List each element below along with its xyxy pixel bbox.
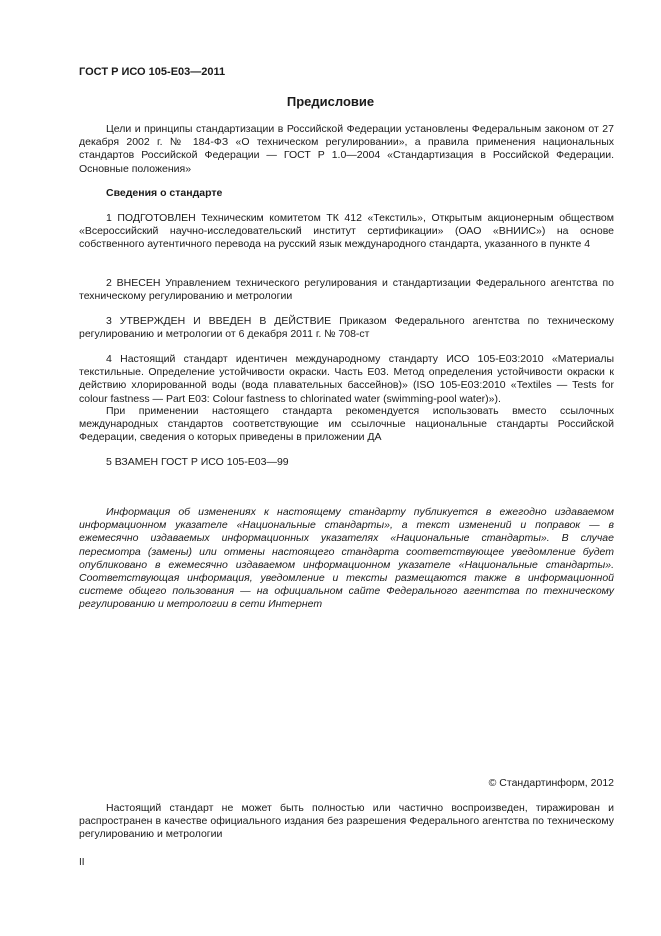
- standard-info-item-5: 5 ВЗАМЕН ГОСТ Р ИСО 105-E03—99: [106, 456, 289, 468]
- standard-info-item-1: 1 ПОДГОТОВЛЕН Техническим комитетом ТК 412 «Текстиль», Открытым акционерным обществом «Всероссийский научно-исследовательский институт сертификации» (ОАО «ВНИИС») на основе собственного аутентичного перевода на русский язык международного стандарта, указанного в пункте 4: [79, 212, 614, 251]
- preface-intro-paragraph: Цели и принципы стандартизации в Российской Федерации установлены Федеральным законом от 27 декабря 2002 г. № 184-ФЗ «О техническом регулировании», а правила применения национальных стандартов Российской Федерации — ГОСТ Р 1.0—2004 «Стандартизация в Российской Федерации. Основные положения»: [79, 123, 614, 175]
- reproduction-notice: Настоящий стандарт не может быть полностью или частично воспроизведен, тиражирован и распространен в качестве официального издания без разрешения Федерального агентства по техническому регулированию и метрологии: [79, 802, 614, 841]
- preface-title: Предисловие: [286, 94, 375, 109]
- standard-info-item-3: 3 УТВЕРЖДЕН И ВВЕДЕН В ДЕЙСТВИЕ Приказом Федерального агентства по техническому регулированию и метрологии от 6 декабря 2011 г. № 708-ст: [79, 315, 614, 341]
- copyright-line: © Стандартинформ, 2012: [488, 777, 614, 789]
- changes-information-notice: Информация об изменениях к настоящему стандарту публикуется в ежегодно издаваемом информационном указателе «Национальные стандарты», а текст изменений и поправок — в ежемесячно издаваемых информационных указателях «Национальные стандарты». В случае пересмотра (замены) или отмены настоящего стандарта соответствующее уведомление будет опубликовано в ежемесячно издаваемом информационном указателе «Национальные стандарты». Соответствующая информация, уведомление и тексты размещаются также в информационной системе общего пользования — на официальном сайте Федерального агентства по техническому регулированию и метрологии в сети Интернет: [79, 506, 614, 611]
- standard-info-heading: Сведения о стандарте: [106, 187, 223, 199]
- page-number: II: [79, 857, 85, 868]
- standard-info-item-4: 4 Настоящий стандарт идентичен международному стандарту ИСО 105-E03:2010 «Материалы текстильные. Определение устойчивости окраски. Часть E03. Метод определения устойчивости окраски к действию хлорированной воды (вода плавательных бассейнов)» (ISO 105-E03:2010 «Textiles — Tests for colour fastness — Part E03: Colour fastness to chlorinated water (swimming-pool water)»).: [79, 353, 614, 405]
- document-code-header: ГОСТ Р ИСО 105-E03—2011: [79, 66, 226, 78]
- standard-info-item-4-note: При применении настоящего стандарта рекомендуется использовать вместо ссылочных международных стандартов соответствующие им ссылочные национальные стандарты Российской Федерации, сведения о которых приведены в приложении ДА: [79, 405, 614, 444]
- standard-info-item-2: 2 ВНЕСЕН Управлением технического регулирования и стандартизации Федерального агентства по техническому регулированию и метрологии: [79, 277, 614, 303]
